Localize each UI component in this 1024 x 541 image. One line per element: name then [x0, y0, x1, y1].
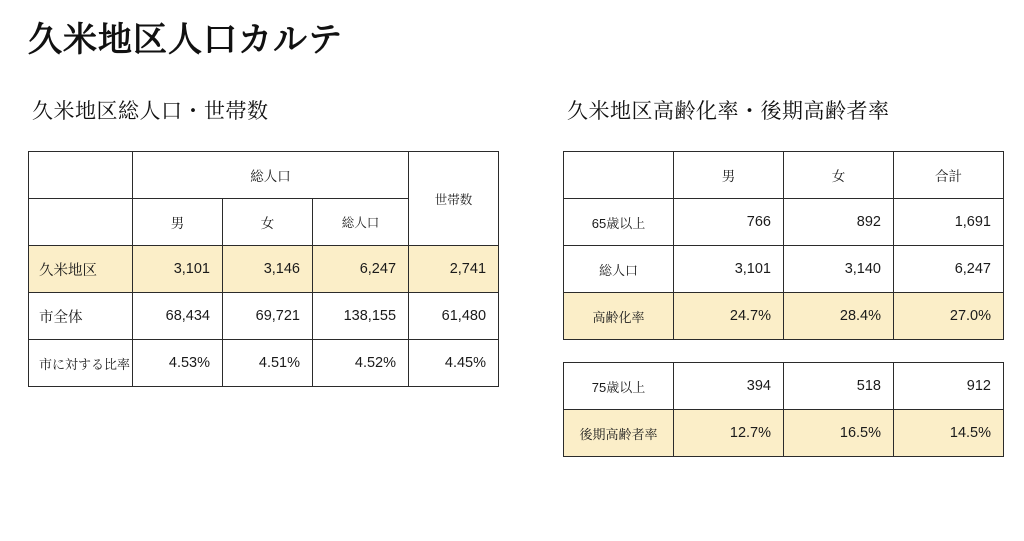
cell-aging-total: 27.0% — [894, 293, 1004, 340]
page-title: 久米地区人口カルテ — [28, 21, 343, 59]
cell-pop-total: 6,247 — [894, 246, 1004, 293]
row-label-75-over: 75歳以上 — [564, 363, 674, 410]
cell-65-male: 766 — [674, 199, 784, 246]
cell-late-total: 14.5% — [894, 410, 1004, 457]
table-header-row — [564, 152, 1004, 199]
left-section — [28, 95, 498, 387]
aging-rate-table — [563, 151, 1004, 340]
population-households-table — [28, 151, 499, 387]
cell-kume-total: 6,247 — [313, 246, 409, 293]
cell-75-total: 912 — [894, 363, 1004, 410]
row-label-late-elderly-rate: 後期高齢者率 — [564, 410, 674, 457]
late-elderly-rate-table — [563, 362, 1004, 457]
cell-kume-male: 3,101 — [133, 246, 223, 293]
header-male: 男 — [674, 152, 784, 199]
right-section-title: 久米地区高齢化率・後期高齢者率 — [567, 100, 890, 123]
cell-ratio-total: 4.52% — [313, 340, 409, 387]
row-label-city-total: 市全体 — [29, 293, 133, 340]
row-label-kume: 久米地区 — [29, 246, 133, 293]
table-row — [564, 363, 1004, 410]
cell-aging-male: 24.7% — [674, 293, 784, 340]
cell-aging-female: 28.4% — [784, 293, 894, 340]
cell-75-male: 394 — [674, 363, 784, 410]
cell-kume-female: 3,146 — [223, 246, 313, 293]
right-section — [563, 95, 1003, 457]
corner-cell — [29, 152, 133, 199]
cell-late-female: 16.5% — [784, 410, 894, 457]
header-total: 総人口 — [313, 199, 409, 246]
row-label-aging-rate: 高齢化率 — [564, 293, 674, 340]
header-female: 女 — [784, 152, 894, 199]
table-row — [29, 340, 499, 387]
cell-late-male: 12.7% — [674, 410, 784, 457]
cell-city-male: 68,434 — [133, 293, 223, 340]
row-label-ratio: 市に対する比率 — [29, 340, 133, 387]
cell-ratio-female: 4.51% — [223, 340, 313, 387]
cell-pop-female: 3,140 — [784, 246, 894, 293]
header-total-population-group: 総人口 — [133, 152, 409, 199]
table-row — [564, 246, 1004, 293]
cell-city-female: 69,721 — [223, 293, 313, 340]
row-label-65-over: 65歳以上 — [564, 199, 674, 246]
table-row — [564, 293, 1004, 340]
header-households: 世帯数 — [409, 152, 499, 246]
cell-ratio-households: 4.45% — [409, 340, 499, 387]
corner-cell — [564, 152, 674, 199]
header-total: 合計 — [894, 152, 1004, 199]
cell-65-total: 1,691 — [894, 199, 1004, 246]
table-header-row-1 — [29, 152, 499, 199]
cell-ratio-male: 4.53% — [133, 340, 223, 387]
header-female: 女 — [223, 199, 313, 246]
table-row — [564, 410, 1004, 457]
table-row — [29, 293, 499, 340]
cell-75-female: 518 — [784, 363, 894, 410]
table-row — [564, 199, 1004, 246]
table-row — [29, 246, 499, 293]
cell-65-female: 892 — [784, 199, 894, 246]
left-section-title: 久米地区総人口・世帯数 — [32, 100, 269, 123]
corner-cell-2 — [29, 199, 133, 246]
cell-city-total: 138,155 — [313, 293, 409, 340]
cell-pop-male: 3,101 — [674, 246, 784, 293]
table-gap — [563, 340, 1003, 362]
cell-kume-households: 2,741 — [409, 246, 499, 293]
header-male: 男 — [133, 199, 223, 246]
row-label-total-population: 総人口 — [564, 246, 674, 293]
cell-city-households: 61,480 — [409, 293, 499, 340]
